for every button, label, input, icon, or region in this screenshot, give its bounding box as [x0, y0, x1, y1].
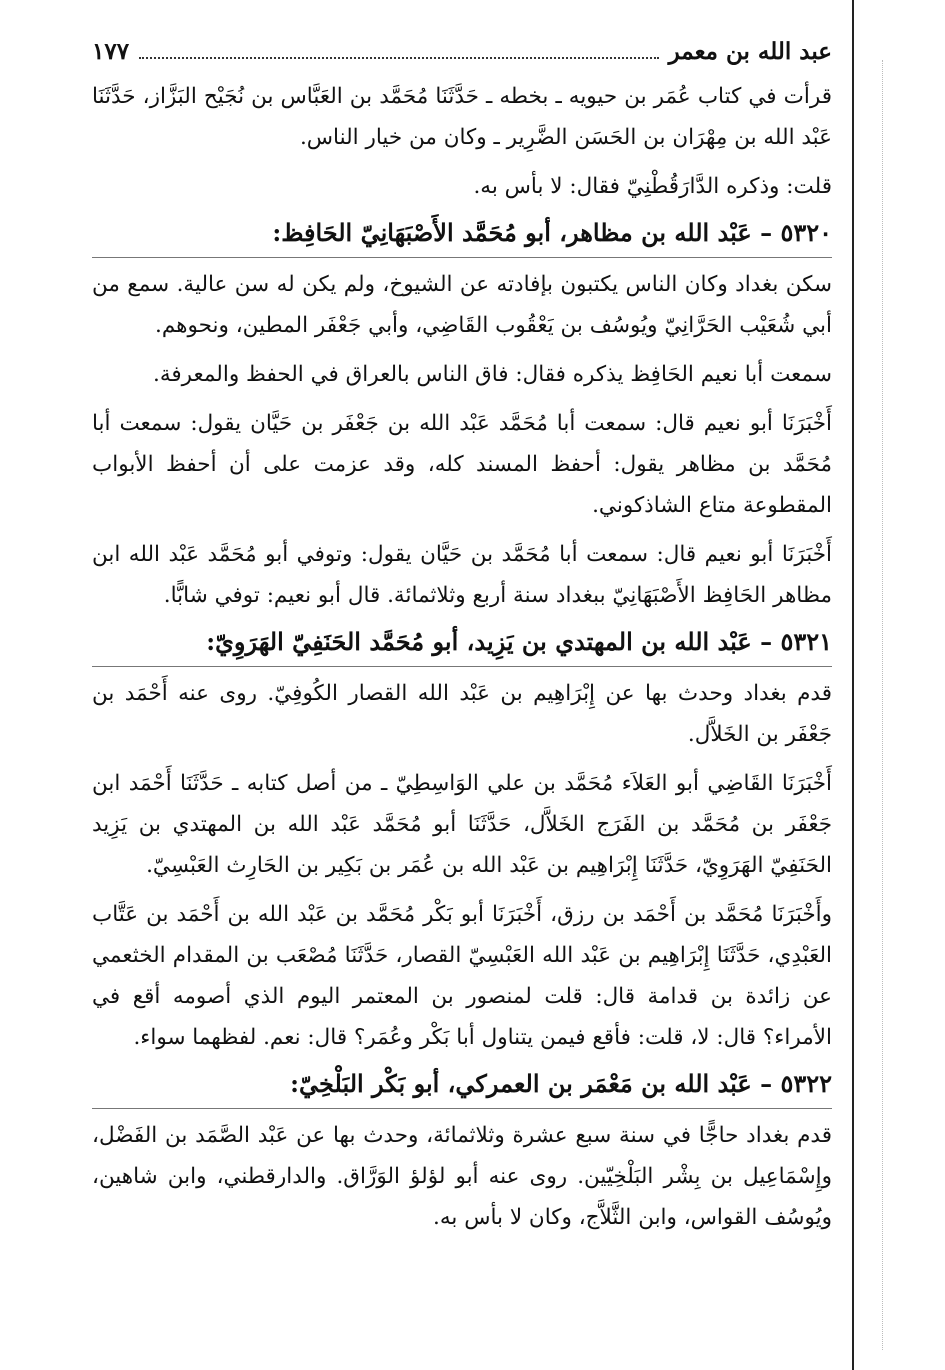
paragraph: أَخْبَرَنَا أبو نعيم قال: سمعت أبا مُحَمَّد عَبْد الله بن جَعْفَر بن حَيَّان يقول: سمعت أبا مُحَمَّد بن مظاهر يقول: أحفظ المسند كله، وقد عزمت على أن أحفظ الأبواب المقطوعة متاع الشاذكوني. [92, 411, 832, 518]
paragraph: قرأت في كتاب عُمَر بن حيويه ـ بخطه ـ حَدَّثَنَا مُحَمَّد بن العَبَّاس بن نُجَيْح البَزَّاز، حَدَّثَنَا عَبْد الله بن مِهْرَان بن الحَسَن الضَّرِير ـ وكان من خيار الناس. [92, 84, 832, 150]
paragraph: أَخْبَرَنَا أبو نعيم قال: سمعت أبا مُحَمَّد بن حَيَّان يقول: وتوفي أبو مُحَمَّد عَبْد الله ابن مظاهر الحَافِظ الأَصْبَهَانِيّ ببغداد سنة أربع وثلاثمائة. قال أبو نعيم: توفي شابًّا. [92, 542, 832, 608]
paragraph: قدم بغداد حاجًّا في سنة سبع عشرة وثلاثمائة، وحدث بها عن عَبْد الصَّمَد بن الفَضْل، وإِسْمَاعِيل بن بِشْر البَلْخِيّين. روى عنه أبو لؤلؤ الوَرَّاق. والدارقطني، وابن شاهين، ويُوسُف القواس، وابن الثَّلاَّج، وكان لا بأس به. [92, 1123, 832, 1230]
page-content [92, 28, 832, 1238]
entry-title: ٥٣٢٢ – عَبْد الله بن مَعْمَر بن العمركي، أبو بَكْر البَلْخِيّ: [92, 1064, 832, 1109]
paragraph: قلت: وذكره الدَّارَقُطْنِيّ فقال: لا بأس به. [473, 174, 832, 199]
paragraph: قدم بغداد وحدث بها عن إِبْرَاهِيم بن عَبْد الله القصار الكُوفِيّ. روى عنه أَحْمَد بن جَعْفَر بن الخَلاَّل. [92, 681, 832, 747]
paragraph: أَخْبَرَنَا القَاضِي أبو العَلاَء مُحَمَّد بن علي الوَاسِطِيّ ـ من أصل كتابه ـ حَدَّثَنَا أَحْمَد ابن جَعْفَر بن مُحَمَّد بن الفَرَج الخَلاَّل، حَدَّثَنَا أبو مُحَمَّد عَبْد الله بن المهتدي بن يَزِيد الحَنَفِيّ الهَرَوِيّ، حَدَّثَنَا إِبْرَاهِيم بن عَبْد الله بن عُمَر بن بَكِير بن الحَارِث العَبْسِيّ. [92, 771, 832, 878]
running-header [92, 28, 832, 76]
entry-title: ٥٣٢٠ – عَبْد الله بن مظاهر، أبو مُحَمَّد الأَصْبَهَانِيّ الحَافِظ: [92, 213, 832, 258]
paragraph: سمعت أبا نعيم الحَافِظ يذكره فقال: فاق الناس بالعراق في الحفظ والمعرفة. [153, 362, 832, 387]
spine-dotted-line [882, 60, 883, 1350]
paragraph: وأَخْبَرَنَا مُحَمَّد بن أَحْمَد بن رزق، أَخْبَرَنَا أبو بَكْر مُحَمَّد بن عَبْد الله بن أَحْمَد بن عَتَّاب العَبْدِي، حَدَّثَنَا إِبْرَاهِيم بن عَبْد الله العَبْسِيّ القصار، حَدَّثَنَا مُصْعَب بن المقدام الخثعمي عن زائدة بن قدامة قال: قلت لمنصور بن المعتمر اليوم الذي أصومه أقع في الأمراء؟ قال: لا، قلت: فأقع فيمن يتناول أبا بَكْر وعُمَر؟ قال: نعم. لفظهما سواء. [92, 902, 832, 1050]
entry-title: ٥٣٢١ – عَبْد الله بن المهتدي بن يَزِيد، أبو مُحَمَّد الحَنَفِيّ الهَرَوِيّ: [92, 622, 832, 667]
header-leader-dots [139, 47, 659, 59]
page-edge-rule [852, 0, 854, 1370]
paragraph: سكن بغداد وكان الناس يكتبون بإفادته عن الشيوخ، ولم يكن له سن عالية. سمع من أبي شُعَيْب الحَرَّانِيّ ويُوسُف بن يَعْقُوب القَاضِي، وأبي جَعْفَر المطين، ونحوهم. [92, 272, 832, 338]
running-title: عبد الله بن معمر [668, 38, 832, 65]
page-number: ١٧٧ [92, 38, 130, 65]
